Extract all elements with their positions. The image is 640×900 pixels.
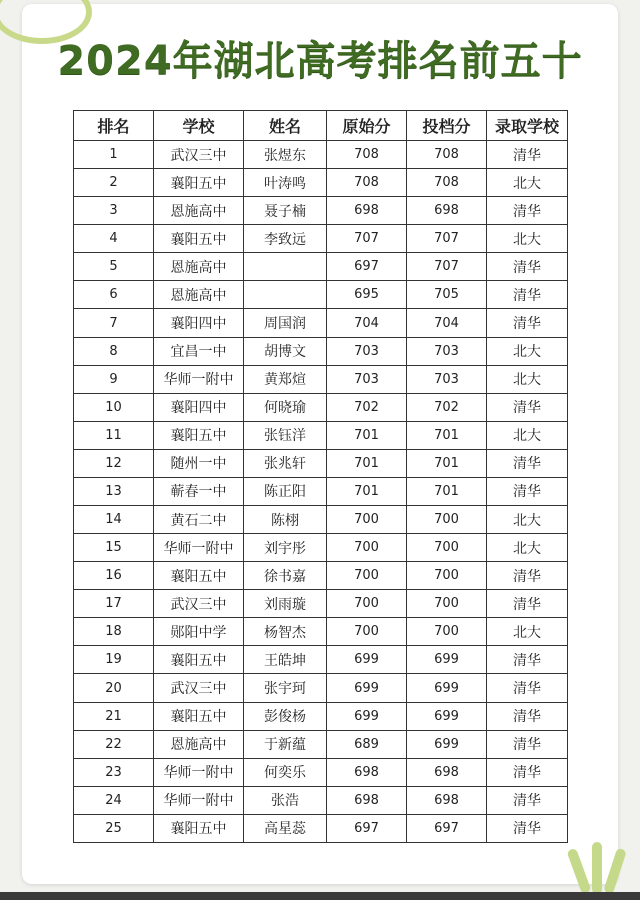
cell-rank: 8 bbox=[74, 337, 154, 365]
cell-school: 恩施高中 bbox=[154, 730, 244, 758]
cell-name: 陈正阳 bbox=[244, 477, 327, 505]
cell-raw-score: 708 bbox=[327, 169, 407, 197]
cell-name: 张煜东 bbox=[244, 141, 327, 169]
cell-rank: 9 bbox=[74, 365, 154, 393]
cell-school: 襄阳五中 bbox=[154, 702, 244, 730]
cell-university: 北大 bbox=[487, 337, 568, 365]
cell-raw-score: 699 bbox=[327, 702, 407, 730]
cell-name: 张兆轩 bbox=[244, 449, 327, 477]
cell-rank: 25 bbox=[74, 814, 154, 842]
cell-university: 清华 bbox=[487, 730, 568, 758]
table-row bbox=[74, 506, 568, 534]
cell-admission-score: 701 bbox=[407, 449, 487, 477]
table-row bbox=[74, 337, 568, 365]
cell-school: 华师一附中 bbox=[154, 365, 244, 393]
cell-raw-score: 699 bbox=[327, 674, 407, 702]
table-row bbox=[74, 253, 568, 281]
cell-university: 北大 bbox=[487, 421, 568, 449]
cell-university: 北大 bbox=[487, 506, 568, 534]
cell-name: 杨智杰 bbox=[244, 618, 327, 646]
cell-university: 清华 bbox=[487, 281, 568, 309]
cell-school: 郧阳中学 bbox=[154, 618, 244, 646]
cell-admission-score: 700 bbox=[407, 590, 487, 618]
cell-name: 聂子楠 bbox=[244, 197, 327, 225]
cell-name bbox=[244, 253, 327, 281]
cell-university: 清华 bbox=[487, 309, 568, 337]
cell-raw-score: 697 bbox=[327, 253, 407, 281]
cell-admission-score: 708 bbox=[407, 169, 487, 197]
cell-raw-score: 707 bbox=[327, 225, 407, 253]
table-row bbox=[74, 730, 568, 758]
cell-university: 清华 bbox=[487, 814, 568, 842]
cell-university: 北大 bbox=[487, 618, 568, 646]
cell-university: 清华 bbox=[487, 477, 568, 505]
cell-university: 清华 bbox=[487, 449, 568, 477]
cell-admission-score: 703 bbox=[407, 337, 487, 365]
cell-raw-score: 702 bbox=[327, 393, 407, 421]
cell-admission-score: 697 bbox=[407, 814, 487, 842]
cell-rank: 5 bbox=[74, 253, 154, 281]
cell-raw-score: 697 bbox=[327, 814, 407, 842]
cell-name: 张浩 bbox=[244, 786, 327, 814]
table-row bbox=[74, 281, 568, 309]
table-row bbox=[74, 618, 568, 646]
cell-admission-score: 698 bbox=[407, 197, 487, 225]
table-row bbox=[74, 309, 568, 337]
header-rank: 排名 bbox=[74, 111, 154, 141]
cell-raw-score: 695 bbox=[327, 281, 407, 309]
cell-name: 李致远 bbox=[244, 225, 327, 253]
cell-rank: 15 bbox=[74, 534, 154, 562]
table-row bbox=[74, 197, 568, 225]
cell-name: 何晓瑜 bbox=[244, 393, 327, 421]
cell-school: 武汉三中 bbox=[154, 674, 244, 702]
cell-school: 蕲春一中 bbox=[154, 477, 244, 505]
cell-rank: 24 bbox=[74, 786, 154, 814]
cell-rank: 7 bbox=[74, 309, 154, 337]
cell-university: 北大 bbox=[487, 169, 568, 197]
cell-school: 襄阳五中 bbox=[154, 421, 244, 449]
cell-raw-score: 698 bbox=[327, 758, 407, 786]
cell-admission-score: 707 bbox=[407, 253, 487, 281]
cell-university: 清华 bbox=[487, 786, 568, 814]
cell-school: 襄阳五中 bbox=[154, 562, 244, 590]
cell-rank: 21 bbox=[74, 702, 154, 730]
cell-admission-score: 701 bbox=[407, 477, 487, 505]
cell-school: 襄阳四中 bbox=[154, 309, 244, 337]
cell-name: 于新蕴 bbox=[244, 730, 327, 758]
cell-rank: 6 bbox=[74, 281, 154, 309]
page-title: 2024年湖北高考排名前五十 bbox=[57, 38, 583, 84]
cell-raw-score: 700 bbox=[327, 534, 407, 562]
cell-school: 黄石二中 bbox=[154, 506, 244, 534]
cell-school: 襄阳五中 bbox=[154, 225, 244, 253]
cell-raw-score: 701 bbox=[327, 421, 407, 449]
table-row bbox=[74, 141, 568, 169]
cell-rank: 13 bbox=[74, 477, 154, 505]
cell-admission-score: 700 bbox=[407, 562, 487, 590]
cell-rank: 18 bbox=[74, 618, 154, 646]
cell-name: 黄郑煊 bbox=[244, 365, 327, 393]
cell-university: 清华 bbox=[487, 141, 568, 169]
cell-admission-score: 699 bbox=[407, 646, 487, 674]
cell-admission-score: 699 bbox=[407, 702, 487, 730]
table-row bbox=[74, 814, 568, 842]
cell-rank: 17 bbox=[74, 590, 154, 618]
cell-raw-score: 708 bbox=[327, 141, 407, 169]
cell-school: 襄阳五中 bbox=[154, 814, 244, 842]
cell-name: 高星蕊 bbox=[244, 814, 327, 842]
table-row bbox=[74, 590, 568, 618]
cell-rank: 2 bbox=[74, 169, 154, 197]
cell-rank: 3 bbox=[74, 197, 154, 225]
cell-school: 华师一附中 bbox=[154, 534, 244, 562]
decorative-leaves-icon bbox=[566, 838, 636, 894]
cell-rank: 12 bbox=[74, 449, 154, 477]
cell-name: 陈栩 bbox=[244, 506, 327, 534]
cell-school: 华师一附中 bbox=[154, 758, 244, 786]
cell-admission-score: 701 bbox=[407, 421, 487, 449]
cell-raw-score: 698 bbox=[327, 786, 407, 814]
cell-name: 刘雨璇 bbox=[244, 590, 327, 618]
cell-university: 北大 bbox=[487, 365, 568, 393]
cell-rank: 10 bbox=[74, 393, 154, 421]
table-row bbox=[74, 393, 568, 421]
cell-rank: 20 bbox=[74, 674, 154, 702]
cell-university: 清华 bbox=[487, 758, 568, 786]
table-row bbox=[74, 421, 568, 449]
cell-admission-score: 700 bbox=[407, 506, 487, 534]
table-row bbox=[74, 477, 568, 505]
cell-rank: 4 bbox=[74, 225, 154, 253]
cell-raw-score: 700 bbox=[327, 506, 407, 534]
bottom-bar bbox=[0, 892, 640, 900]
cell-university: 清华 bbox=[487, 702, 568, 730]
cell-name: 胡博文 bbox=[244, 337, 327, 365]
table-row bbox=[74, 534, 568, 562]
cell-rank: 22 bbox=[74, 730, 154, 758]
cell-name: 周国润 bbox=[244, 309, 327, 337]
cell-university: 清华 bbox=[487, 197, 568, 225]
cell-university: 清华 bbox=[487, 674, 568, 702]
cell-school: 随州一中 bbox=[154, 449, 244, 477]
cell-admission-score: 700 bbox=[407, 618, 487, 646]
cell-name: 何奕乐 bbox=[244, 758, 327, 786]
cell-admission-score: 698 bbox=[407, 786, 487, 814]
cell-admission-score: 699 bbox=[407, 730, 487, 758]
table-row bbox=[74, 562, 568, 590]
table-row bbox=[74, 646, 568, 674]
header-raw-score: 原始分 bbox=[327, 111, 407, 141]
cell-name bbox=[244, 281, 327, 309]
cell-university: 清华 bbox=[487, 562, 568, 590]
cell-rank: 1 bbox=[74, 141, 154, 169]
table-row bbox=[74, 169, 568, 197]
cell-admission-score: 699 bbox=[407, 674, 487, 702]
cell-school: 襄阳五中 bbox=[154, 646, 244, 674]
cell-raw-score: 701 bbox=[327, 449, 407, 477]
cell-name: 张宇珂 bbox=[244, 674, 327, 702]
cell-raw-score: 700 bbox=[327, 590, 407, 618]
cell-admission-score: 704 bbox=[407, 309, 487, 337]
table-row bbox=[74, 225, 568, 253]
cell-school: 襄阳四中 bbox=[154, 393, 244, 421]
cell-university: 清华 bbox=[487, 253, 568, 281]
header-admission-score: 投档分 bbox=[407, 111, 487, 141]
cell-name: 刘宇彤 bbox=[244, 534, 327, 562]
table-header-row bbox=[74, 111, 568, 141]
cell-name: 彭俊杨 bbox=[244, 702, 327, 730]
cell-university: 清华 bbox=[487, 393, 568, 421]
cell-name: 叶涛鸣 bbox=[244, 169, 327, 197]
cell-school: 宜昌一中 bbox=[154, 337, 244, 365]
cell-raw-score: 698 bbox=[327, 197, 407, 225]
cell-school: 恩施高中 bbox=[154, 281, 244, 309]
cell-admission-score: 702 bbox=[407, 393, 487, 421]
table-row bbox=[74, 674, 568, 702]
cell-raw-score: 700 bbox=[327, 562, 407, 590]
cell-raw-score: 704 bbox=[327, 309, 407, 337]
cell-raw-score: 689 bbox=[327, 730, 407, 758]
cell-university: 清华 bbox=[487, 590, 568, 618]
cell-raw-score: 701 bbox=[327, 477, 407, 505]
cell-raw-score: 699 bbox=[327, 646, 407, 674]
cell-raw-score: 703 bbox=[327, 365, 407, 393]
cell-raw-score: 703 bbox=[327, 337, 407, 365]
cell-school: 恩施高中 bbox=[154, 253, 244, 281]
cell-rank: 19 bbox=[74, 646, 154, 674]
cell-school: 武汉三中 bbox=[154, 141, 244, 169]
cell-university: 北大 bbox=[487, 225, 568, 253]
ranking-table bbox=[73, 110, 568, 843]
cell-school: 华师一附中 bbox=[154, 786, 244, 814]
cell-rank: 23 bbox=[74, 758, 154, 786]
cell-admission-score: 700 bbox=[407, 534, 487, 562]
table-row bbox=[74, 365, 568, 393]
cell-admission-score: 703 bbox=[407, 365, 487, 393]
cell-rank: 16 bbox=[74, 562, 154, 590]
table-row bbox=[74, 702, 568, 730]
header-school: 学校 bbox=[154, 111, 244, 141]
cell-admission-score: 707 bbox=[407, 225, 487, 253]
cell-admission-score: 698 bbox=[407, 758, 487, 786]
cell-raw-score: 700 bbox=[327, 618, 407, 646]
cell-rank: 14 bbox=[74, 506, 154, 534]
header-name: 姓名 bbox=[244, 111, 327, 141]
header-admitted-university: 录取学校 bbox=[487, 111, 568, 141]
cell-rank: 11 bbox=[74, 421, 154, 449]
table-row bbox=[74, 786, 568, 814]
table-row bbox=[74, 449, 568, 477]
cell-name: 张钰洋 bbox=[244, 421, 327, 449]
cell-name: 王皓坤 bbox=[244, 646, 327, 674]
cell-university: 清华 bbox=[487, 646, 568, 674]
cell-admission-score: 708 bbox=[407, 141, 487, 169]
table-body bbox=[74, 141, 568, 843]
table-row bbox=[74, 758, 568, 786]
cell-name: 徐书嘉 bbox=[244, 562, 327, 590]
cell-school: 恩施高中 bbox=[154, 197, 244, 225]
cell-school: 襄阳五中 bbox=[154, 169, 244, 197]
cell-admission-score: 705 bbox=[407, 281, 487, 309]
cell-school: 武汉三中 bbox=[154, 590, 244, 618]
cell-university: 北大 bbox=[487, 534, 568, 562]
